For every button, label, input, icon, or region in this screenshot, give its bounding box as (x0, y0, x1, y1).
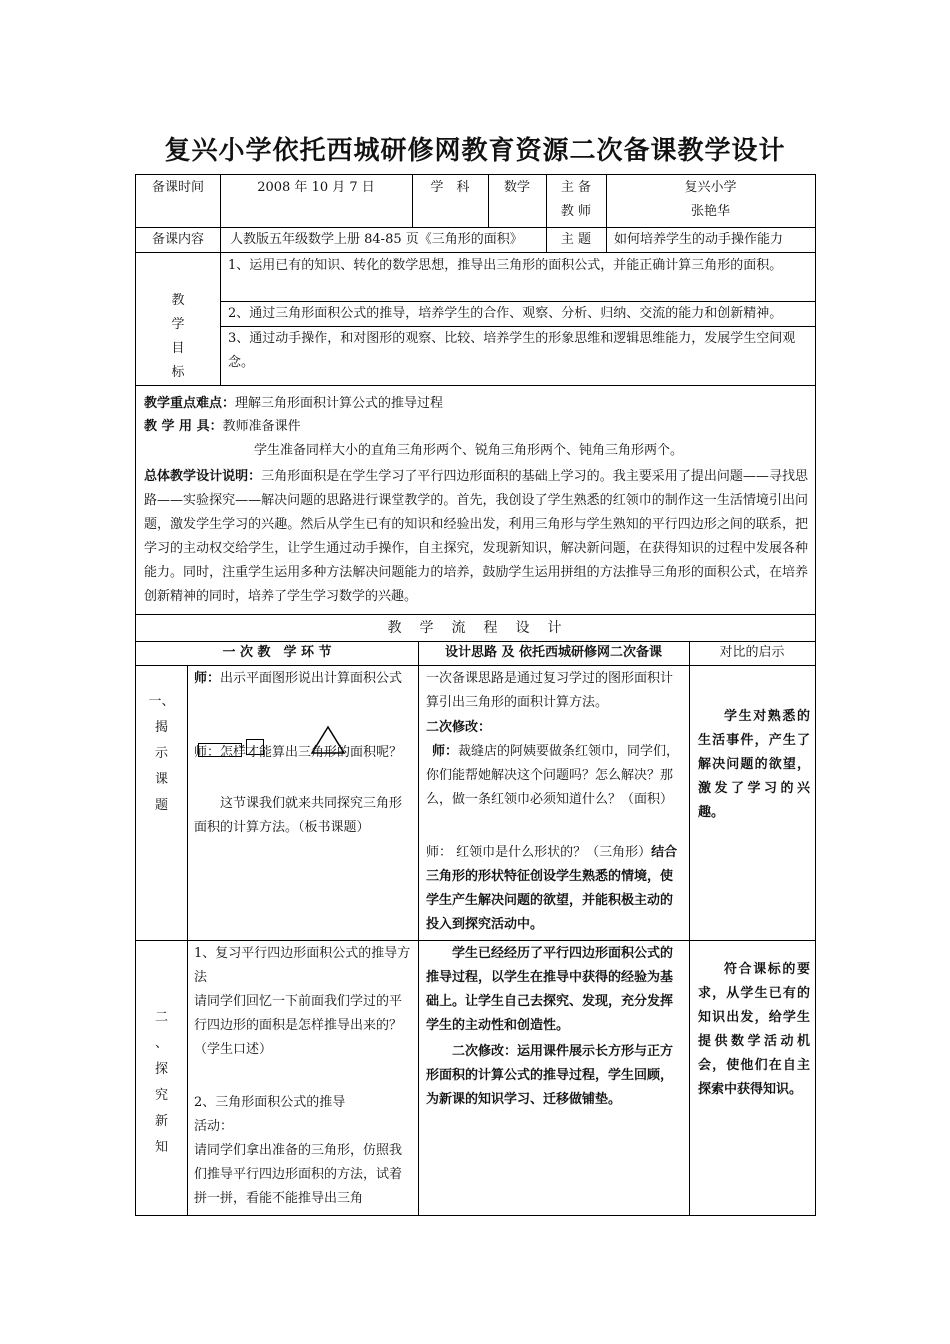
goal-item-2: 2、通过三角形面积公式的推导，培养学生的合作、观察、分析、归纳、交流的能力和创新精神。 (228, 306, 783, 321)
section2-mid-2-label: 二次修改： (452, 1044, 518, 1059)
tools (144, 415, 804, 439)
tools-label: 教 学 用 具： (144, 419, 223, 434)
content-label: 备课内容 (151, 232, 204, 247)
section1-label-char: 示 (154, 746, 168, 761)
theme-label: 主 题 (560, 232, 592, 247)
section2-label-char: 探 (154, 1062, 168, 1077)
design-value: 三角形面积是在学生学习了平行四边形面积的基础上学习的。我主要采用了提出问题——寻找思路——实验探究——解决问题的思路进行课堂教学的。首先，我创设了学生熟悉的红领巾的制作这一生活情境引出问题，激发学生学习的兴趣。然后从学生已有的知识和经验出发，利用三角形与学生熟知的平行四边形之间的联系，把学习的主动权交给学生，让学生通过动手操作，自主探究，发现新知识，解决新问题，在获得知识的过程中发展各种能力。同时，注重学生运用多种方法解决问题能力的培养，鼓励学生运用拼组的方法推导三角形的面积公式，在培养创新精神的同时，培养了学生学习数学的兴趣。 (144, 469, 808, 604)
section2-label-char: 新 (154, 1114, 168, 1129)
date-value: 2008 年 10 月 7 日 (257, 180, 375, 195)
tools-student: 学生准备同样大小的直角三角形两个、锐角三角形两个、钝角三角形两个。 (254, 443, 684, 458)
design-label: 总体教学设计说明： (144, 469, 262, 484)
teacher-label-1: 主 备 (560, 180, 592, 195)
section2-p2: 请同学们回忆一下前面我们学过的平行四边形的面积是怎样推导出来的？（学生口述） (194, 994, 403, 1057)
section1-right: 学生对熟悉的生活事件，产生了解决问题的欲望，激发了学习的兴趣。 (698, 709, 810, 820)
header-table (135, 174, 816, 386)
section2-label-char: 知 (154, 1140, 168, 1155)
mid-teacher-label: 师： (432, 744, 459, 759)
section2-label-char: 、 (154, 1036, 168, 1051)
section1-p2: 师：怎样才能算出三角形的面积呢？ (194, 745, 403, 760)
section1-mid-1: 一次备课思路是通过复习学过的图形面积计算引出三角形的面积计算方法。 (426, 671, 674, 710)
content-value: 人教版五年级数学上册 84-85 页《三角形的面积》 (230, 232, 523, 247)
goal-item-3: 3、通过动手操作，和对图形的观察、比较、培养学生的形象思维和逻辑思维能力，发展学生空间观念。 (228, 331, 796, 370)
section1-label (136, 689, 187, 819)
subject-value: 数学 (503, 180, 530, 195)
goals-label-char: 教 (171, 293, 185, 308)
section2-mid-2 (426, 1040, 684, 1112)
key-points-label: 教学重点难点： (144, 396, 236, 411)
theme-value: 如何培养学生的动手操作能力 (614, 232, 784, 247)
section2-p4: 活动： (194, 1119, 234, 1134)
flow-col-3-header: 对比的启示 (719, 645, 785, 660)
section2-mid-1: 学生已经经历了平行四边形面积公式的推导过程，以学生在推导中获得的经验为基础上。让学生自己去探究、发现，充分发挥学生的主动性和创造性。 (426, 946, 674, 1033)
design-description (144, 465, 808, 609)
teacher-name: 张艳华 (690, 204, 730, 219)
section2-label-char: 二 (154, 1010, 168, 1025)
flow-heading: 教 学 流 程 设 计 (387, 620, 564, 636)
goals-label (136, 289, 220, 385)
key-points (144, 392, 804, 416)
section2-p5: 请同学们拿出准备的三角形，仿照我们推导平行四边形面积的方法，试着拼一拼，看能不能推导出三角 (194, 1143, 403, 1206)
goal-item-1: 1、运用已有的知识、转化的数学思想，推导出三角形的面积公式，并能正确计算三角形的面积。 (228, 258, 783, 273)
section1-mid-3-text: 裁缝店的阿姨要做条红领巾，同学们，你们能帮她解决这个问题吗？怎么解决？那么，做一条红领巾必须知道什么？（面积） (426, 744, 680, 807)
section2-p1: 1、复习平行四边形面积公式的推导方法 (194, 946, 411, 985)
goals-label-char: 目 (171, 341, 185, 356)
teacher-label: 师： (194, 671, 221, 686)
flow-col-1-header: 一 次 教 学 环 节 (222, 645, 332, 660)
flow-table (135, 614, 816, 1216)
section1-mid-4-bold: 结合三角形的形状特征创设学生熟悉的情境，使学生产生解决问题的欲望，并能积极主动的投入到探究活动中。 (426, 845, 678, 932)
section1-label-char: 一、 (148, 694, 175, 709)
section1-mid-2: 二次修改： (426, 720, 492, 735)
section1-p1-text: 出示平面图形说出计算面积公式 (220, 671, 403, 686)
section2-mid-2-text: 运用课件展示长方形与正方形面积的计算公式的推导过程，学生回顾，为新课的知识学习、迁移做铺垫。 (426, 1044, 674, 1107)
section1-p1 (194, 667, 412, 691)
key-points-value: 理解三角形面积计算公式的推导过程 (235, 396, 444, 411)
page-title: 复兴小学依托西城研修网教育资源二次备课教学设计 (164, 136, 786, 166)
date-label: 备课时间 (151, 180, 204, 195)
section2-right: 符合课标的要求，从学生已有的知识出发，给学生提供数学活动机会，使他们在自主探索中获得知识。 (698, 962, 810, 1097)
section2-label (136, 1005, 187, 1161)
section1-mid-4 (426, 841, 684, 937)
section1-mid-3 (426, 740, 684, 812)
section1-mid-4-text: 师： 红领巾是什么形状的？（三角形） (426, 845, 652, 860)
goals-label-char: 标 (171, 365, 185, 380)
teacher-school: 复兴小学 (684, 180, 737, 195)
flow-col-2-header: 设计思路 及 依托西城研修网二次备课 (444, 645, 663, 660)
section1-label-char: 课 (154, 772, 168, 787)
section2-label-char: 究 (154, 1088, 168, 1103)
goals-label-char: 学 (171, 317, 185, 332)
tools-value: 教师准备课件 (222, 419, 301, 434)
section1-label-char: 题 (154, 798, 168, 813)
section1-label-char: 揭 (154, 720, 168, 735)
section1-p3: 这节课我们就来共同探究三角形面积的计算方法。（板书课题） (194, 796, 403, 835)
section2-p3: 2、三角形面积公式的推导 (194, 1095, 346, 1110)
info-block (135, 385, 816, 615)
subject-label: 学 科 (430, 180, 470, 195)
teacher-label-2: 教 师 (560, 204, 592, 219)
